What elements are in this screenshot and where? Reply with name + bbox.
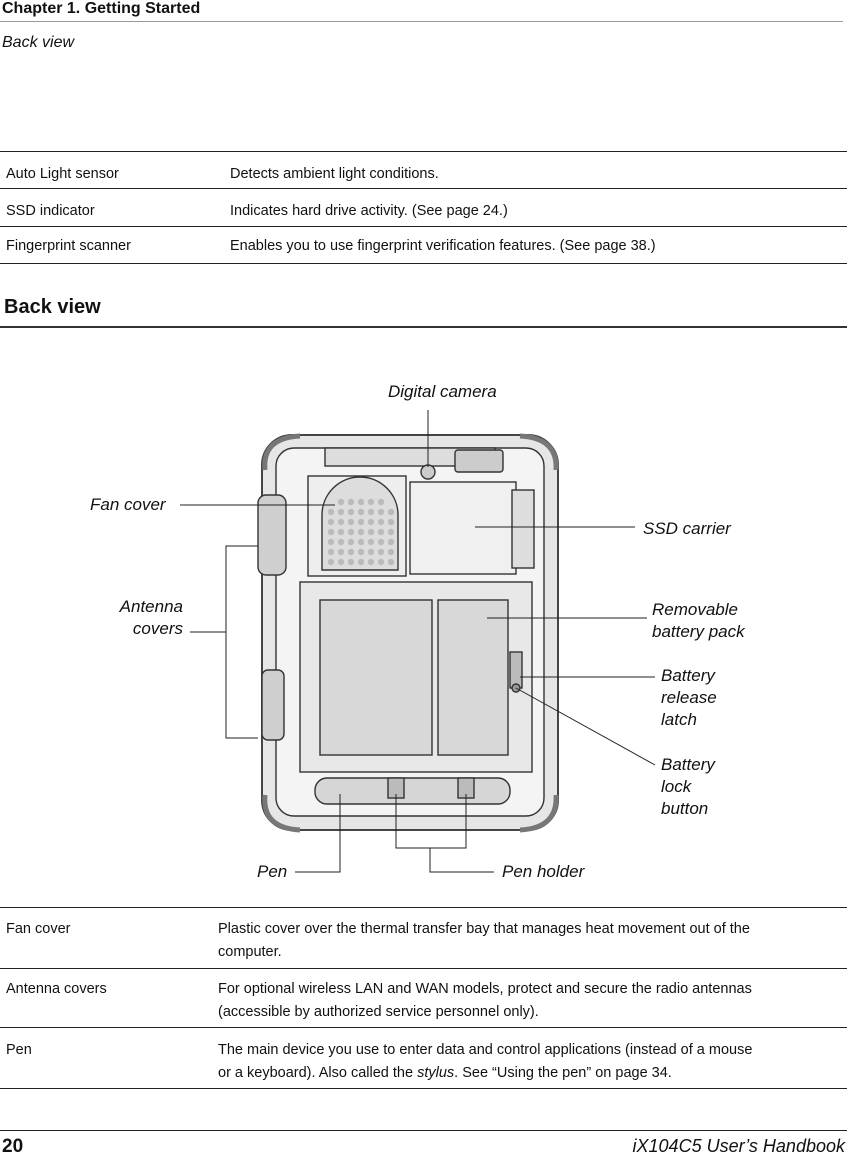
fan-grille-hole — [378, 529, 384, 535]
fan-grille-hole — [348, 539, 354, 545]
fan-grille-hole — [388, 549, 394, 555]
fan-grille-hole — [348, 499, 354, 505]
fan-grille-hole — [338, 529, 344, 535]
fan-grille-hole — [348, 519, 354, 525]
footer-rule — [0, 1130, 847, 1131]
table-description: The main device you use to enter data and control applications (instead of a mouse — [218, 1042, 753, 1058]
callout-line: button — [661, 799, 709, 818]
table-rule — [0, 968, 847, 969]
fan-grille-hole — [358, 499, 364, 505]
table-description: computer. — [218, 944, 282, 960]
fan-grille-hole — [378, 559, 384, 565]
table-rule — [0, 1088, 847, 1089]
table-description: (accessible by authorized service personnel only). — [218, 1004, 539, 1020]
fan-grille-hole — [378, 549, 384, 555]
fan-grille-hole — [358, 509, 364, 515]
fan-grille-hole — [368, 559, 374, 565]
callout-line: Battery — [661, 666, 715, 685]
fan-grille-hole — [338, 519, 344, 525]
table-term: Fan cover — [6, 921, 71, 937]
table-rule — [0, 263, 847, 264]
fan-grille-hole — [348, 549, 354, 555]
callout-line: battery pack — [652, 622, 745, 641]
table-rule — [0, 188, 847, 189]
table-rule — [0, 226, 847, 227]
fan-grille-hole — [368, 509, 374, 515]
callout-line: Antenna — [119, 597, 183, 616]
fan-grille-hole — [348, 529, 354, 535]
desc-emphasis: stylus — [417, 1065, 455, 1081]
callout-line: lock — [661, 777, 692, 796]
desc-text: or a keyboard). Also called the — [218, 1065, 418, 1081]
callout-removable-battery-pack — [652, 599, 745, 643]
fan-grille-hole — [338, 549, 344, 555]
fan-grille-hole — [368, 549, 374, 555]
fan-grille-hole — [388, 529, 394, 535]
fan-grille-hole — [368, 519, 374, 525]
fan-grille-hole — [328, 509, 334, 515]
callout-battery-release-latch — [661, 665, 717, 731]
fan-grille-hole — [378, 539, 384, 545]
table-term: Antenna covers — [6, 981, 107, 997]
table-description: Detects ambient light conditions. — [230, 166, 439, 182]
table-rule — [0, 1027, 847, 1028]
fan-grille-hole — [358, 519, 364, 525]
fan-grille-hole — [388, 539, 394, 545]
page-number: 20 — [2, 1136, 24, 1157]
desc-text: . See “Using the pen” on page 34. — [454, 1065, 672, 1081]
fan-grille-hole — [368, 539, 374, 545]
table-description — [218, 1062, 672, 1085]
book-title: iX104C5 User’s Handbook — [632, 1136, 845, 1156]
chapter-heading: Chapter 1. Getting Started — [2, 0, 201, 17]
callout-line: latch — [661, 710, 697, 729]
table-term: Auto Light sensor — [6, 166, 119, 182]
fan-grille-hole — [358, 529, 364, 535]
callout-pen: Pen — [257, 862, 288, 881]
fan-grille-hole — [328, 539, 334, 545]
fan-grille-hole — [368, 499, 374, 505]
fan-grille-hole — [388, 519, 394, 525]
fan-grille-hole — [348, 509, 354, 515]
fan-grille-hole — [338, 509, 344, 515]
table-term: Fingerprint scanner — [6, 238, 131, 254]
section-title: Back view — [4, 296, 101, 318]
callout-pen-holder: Pen holder — [502, 862, 585, 881]
callout-line: release — [661, 688, 717, 707]
callout-line: Removable — [652, 600, 738, 619]
section-rule — [0, 326, 847, 328]
callout-ssd-carrier: SSD carrier — [643, 519, 731, 538]
fan-grille-hole — [338, 559, 344, 565]
fan-grille-hole — [378, 519, 384, 525]
fan-grille-hole — [368, 529, 374, 535]
fan-grille-hole — [378, 499, 384, 505]
fan-grille-hole — [358, 549, 364, 555]
fan-grille-hole — [358, 559, 364, 565]
fan-grille-hole — [338, 539, 344, 545]
table-description: Plastic cover over the thermal transfer bay that manages heat movement out of the — [218, 921, 750, 937]
fan-grille-hole — [338, 499, 344, 505]
fan-grille-hole — [328, 559, 334, 565]
table-term: Pen — [6, 1042, 32, 1058]
table-description: Enables you to use fingerprint verification features. (See page 38.) — [230, 238, 656, 254]
fan-grille-hole — [348, 559, 354, 565]
callout-line: Battery — [661, 755, 715, 774]
fan-grille-hole — [388, 509, 394, 515]
table-description: Indicates hard drive activity. (See page 24.) — [230, 203, 508, 219]
fan-grille-hole — [328, 529, 334, 535]
table-rule — [0, 907, 847, 908]
callout-line: covers — [132, 619, 183, 638]
callout-antenna-covers — [100, 596, 183, 640]
tablet-illustration — [258, 435, 558, 830]
running-title: Back view — [2, 34, 75, 51]
fan-grille-hole — [328, 549, 334, 555]
fan-grille-hole — [328, 519, 334, 525]
callout-fan-cover: Fan cover — [90, 495, 166, 514]
fan-grille-hole — [378, 509, 384, 515]
table-rule — [0, 151, 847, 152]
fan-grille-hole — [358, 539, 364, 545]
table-term: SSD indicator — [6, 203, 95, 219]
table-description: For optional wireless LAN and WAN models, protect and secure the radio antennas — [218, 981, 752, 997]
callout-digital-camera: Digital camera — [388, 382, 497, 401]
fan-grille-hole — [388, 559, 394, 565]
callout-battery-lock-button — [661, 754, 715, 820]
header-rule — [0, 21, 843, 22]
